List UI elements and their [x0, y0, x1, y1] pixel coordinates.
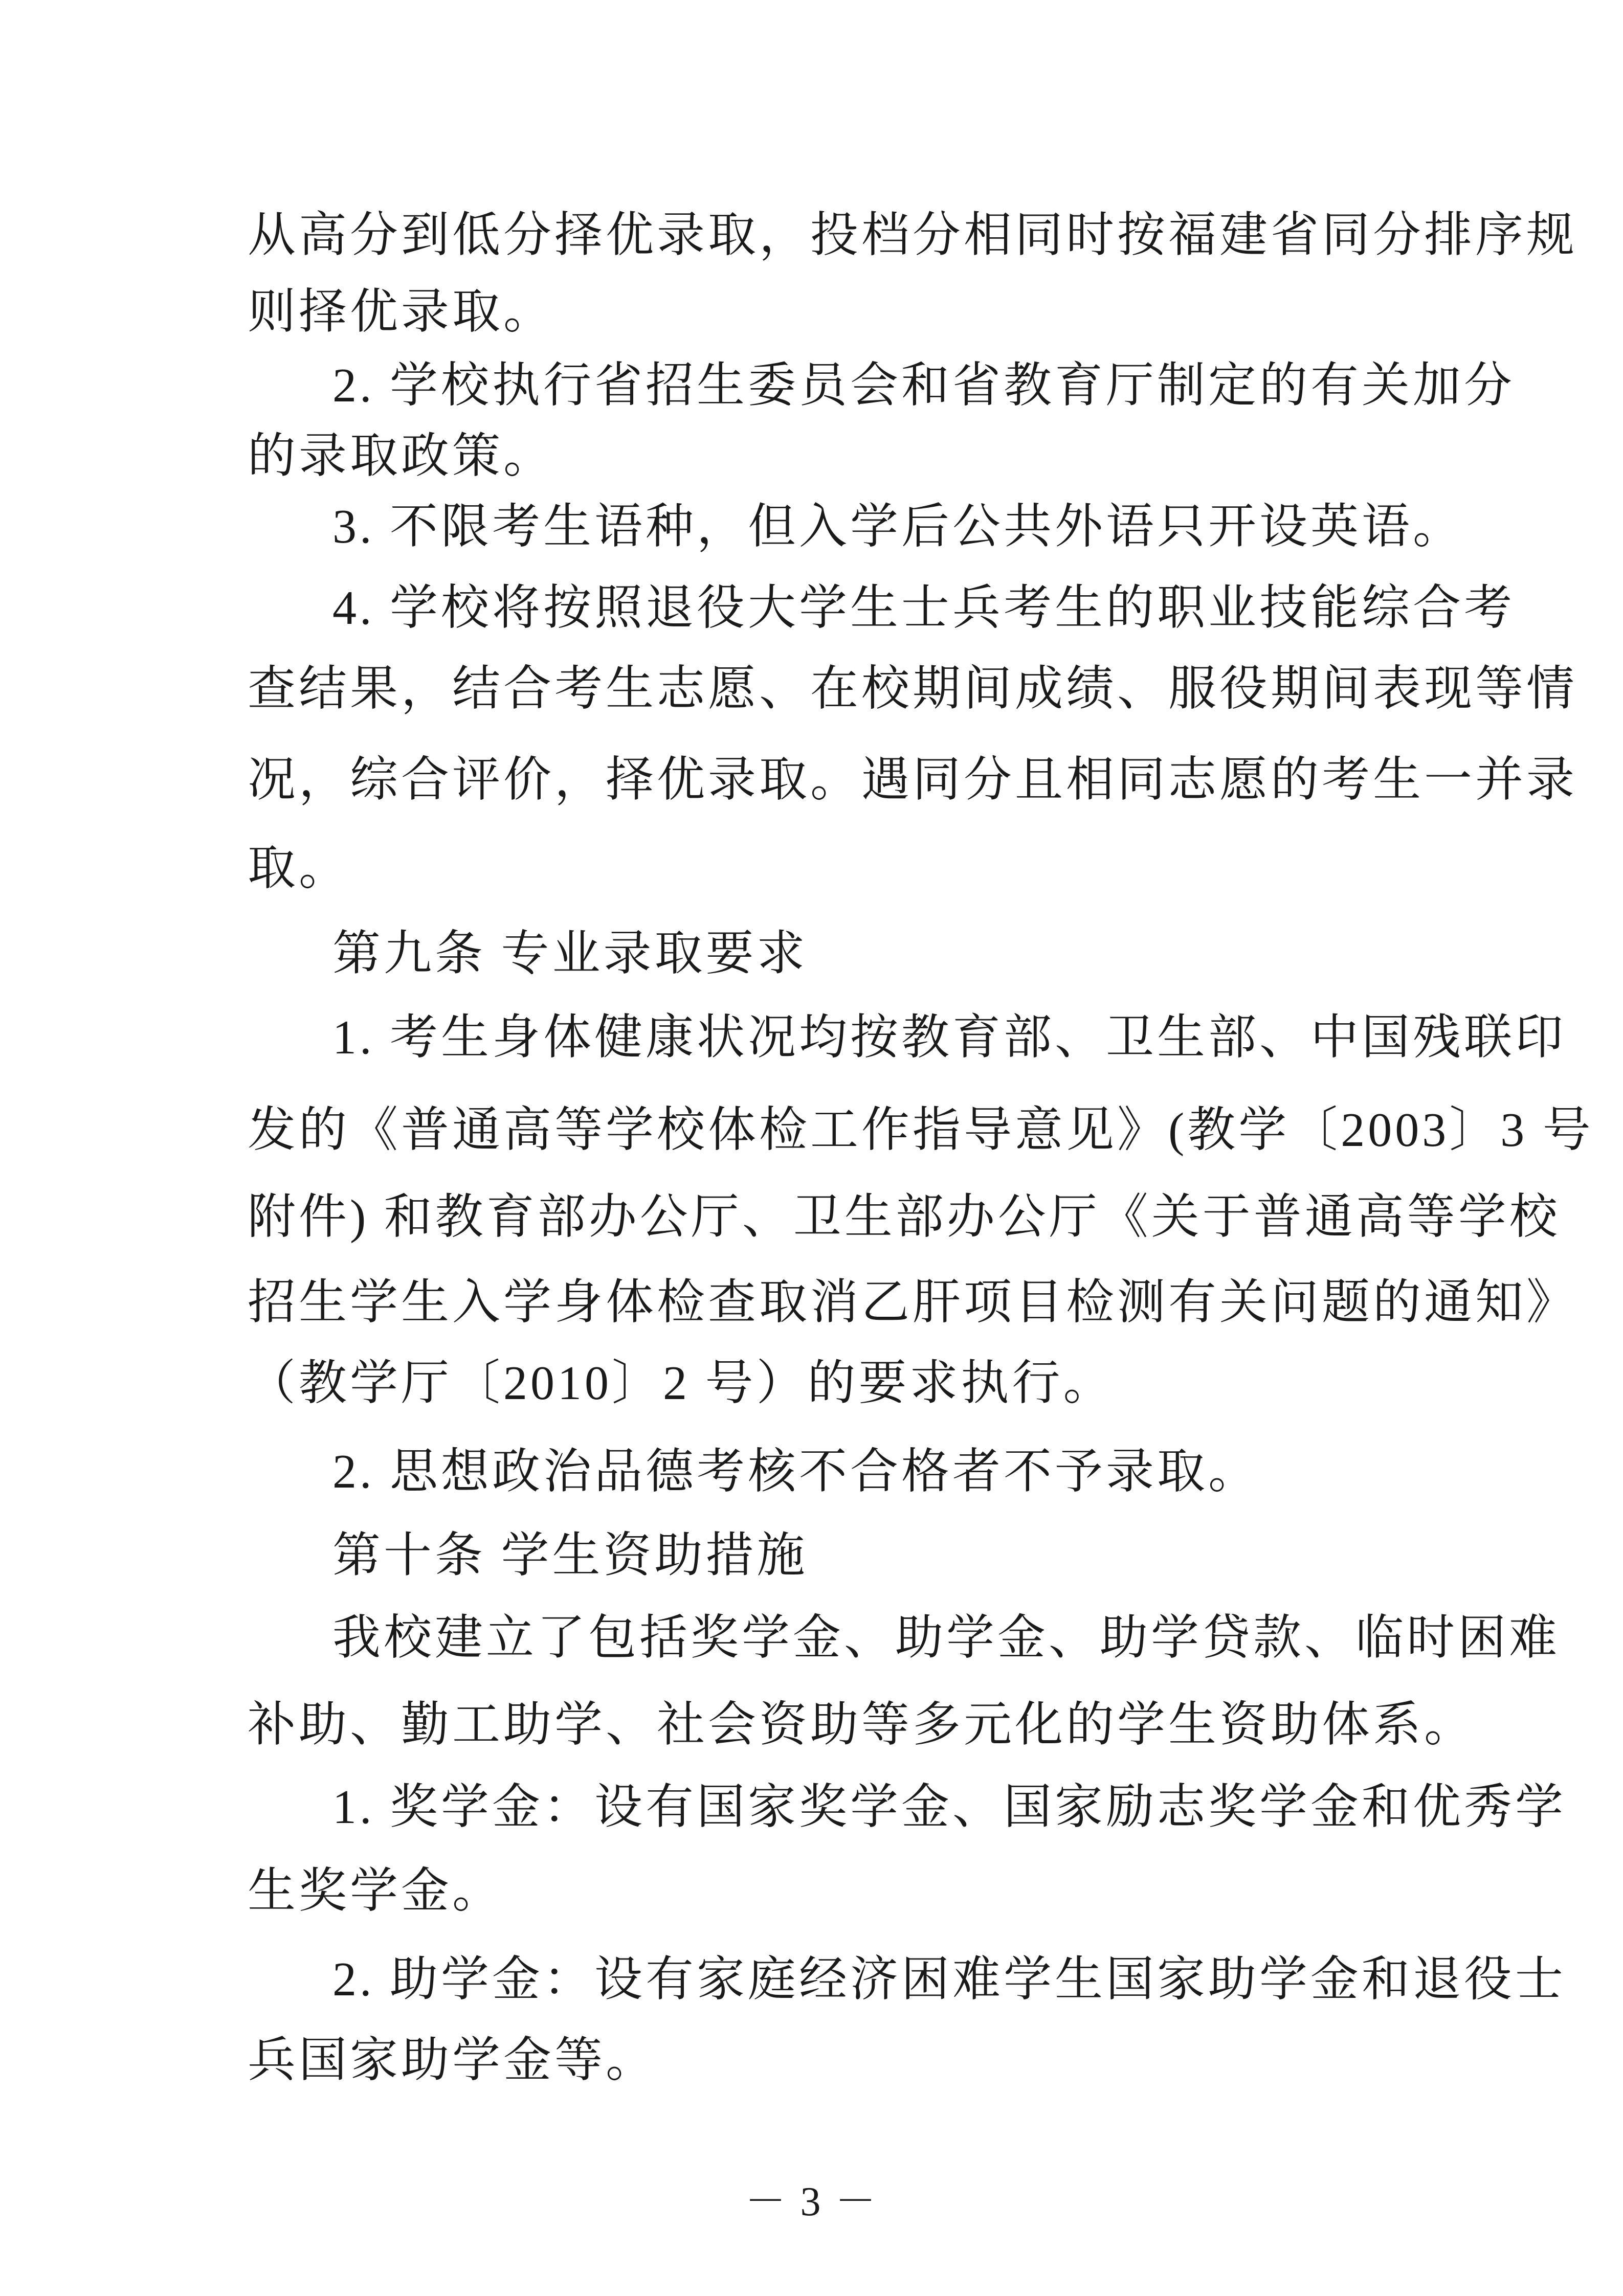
text-line-2: 则择优录取。	[248, 285, 555, 339]
text-line-18: 我校建立了包括奖学金、助学金、助学贷款、临时困难	[332, 1611, 1561, 1664]
text-line-3: 2. 学校执行省招生委员会和省教育厅制定的有关加分	[332, 359, 1516, 412]
text-line-16: 2. 思想政治品德考核不合格者不予录取。	[332, 1445, 1260, 1498]
text-line-6: 4. 学校将按照退役大学生士兵考生的职业技能综合考	[332, 581, 1516, 635]
page-number: － 3 －	[745, 2179, 878, 2224]
text-line-9: 取。	[248, 842, 350, 895]
text-line-22: 2. 助学金：设有家庭经济困难学生国家助学金和退役士	[332, 1953, 1567, 2006]
text-line-8: 况，综合评价，择优录取。遇同分且相同志愿的考生一并录	[248, 753, 1578, 806]
text-line-1: 从高分到低分择优录取，投档分相同时按福建省同分排序规	[248, 209, 1578, 262]
text-line-14: 招生学生入学身体检查取消乙肝项目检测有关问题的通知》	[248, 1276, 1578, 1329]
text-line-11: 1. 考生身体健康状况均按教育部、卫生部、中国残联印	[332, 1011, 1567, 1064]
text-line-5: 3. 不限考生语种，但入学后公共外语只开设英语。	[332, 500, 1464, 553]
text-line-13: 附件) 和教育部办公厅、卫生部办公厅《关于普通高等学校	[248, 1190, 1561, 1244]
text-line-15: （教学厅〔2010〕2 号）的要求执行。	[248, 1357, 1115, 1410]
text-line-12: 发的《普通高等学校体检工作指导意见》(教学〔2003〕3 号	[248, 1104, 1594, 1157]
section-heading-article-10: 第十条 学生资助措施	[332, 1529, 808, 1582]
text-line-21: 生奖学金。	[248, 1864, 504, 1918]
text-line-20: 1. 奖学金：设有国家奖学金、国家励志奖学金和优秀学	[332, 1781, 1567, 1834]
text-line-7: 查结果，结合考生志愿、在校期间成绩、服役期间表现等情	[248, 662, 1578, 715]
text-line-19: 补助、勤工助学、社会资助等多元化的学生资助体系。	[248, 1698, 1476, 1751]
section-heading-article-9: 第九条 专业录取要求	[332, 927, 808, 980]
text-line-4: 的录取政策。	[248, 430, 555, 483]
text-line-23: 兵国家助学金等。	[248, 2034, 657, 2087]
